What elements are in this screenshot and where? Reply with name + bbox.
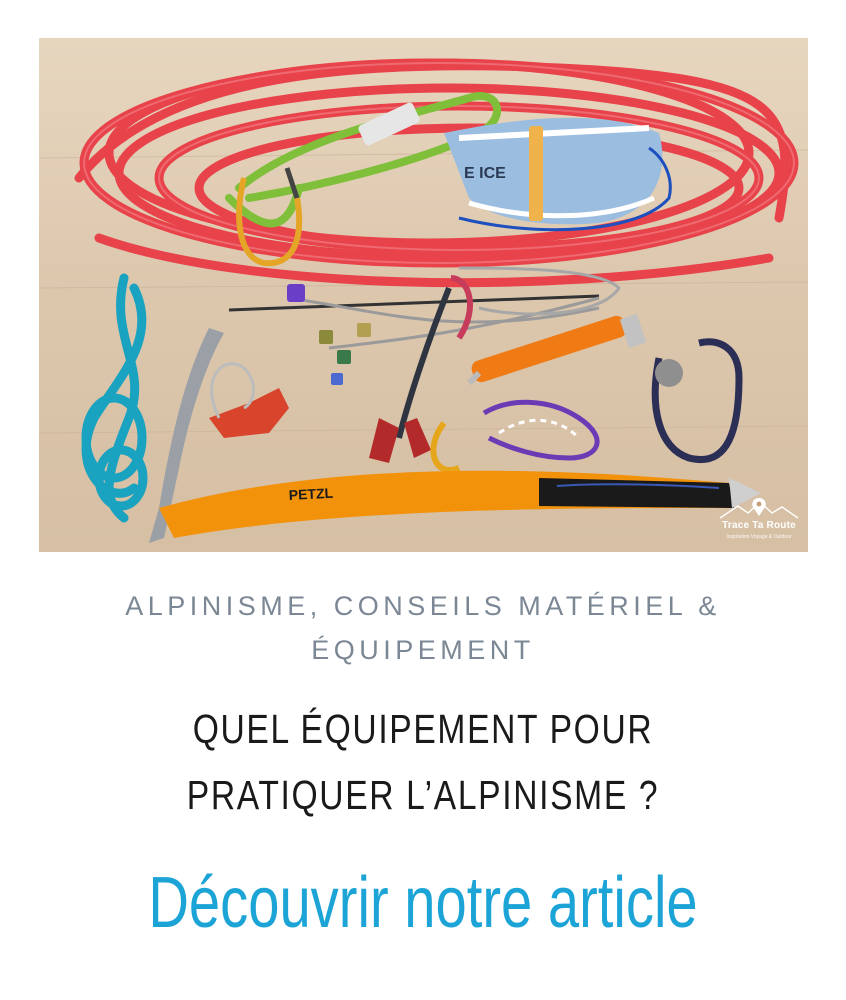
svg-text:PETZL: PETZL (288, 484, 334, 503)
svg-text:E ICE: E ICE (464, 165, 506, 182)
ice-sling (444, 118, 670, 230)
teal-rope (86, 278, 143, 518)
climbing-gear-illustration (39, 38, 808, 552)
camming-device (369, 278, 470, 463)
watermark-tagline: Inspiration Voyage & Outdoor (726, 534, 792, 540)
discover-article-link[interactable]: Découvrir notre article (148, 863, 698, 943)
location-pin-mountain-icon (716, 496, 802, 522)
watermark-logo (716, 496, 802, 546)
article-category: ALPINISME, CONSEILS MATÉRIEL & ÉQUIPEMENT (125, 591, 721, 665)
belay-carabiner (655, 342, 739, 460)
red-belay-device (209, 364, 289, 438)
article-headline: QUEL ÉQUIPEMENT POUR PRATIQUER L’ALPINISME ? (186, 706, 660, 818)
hero-photo (39, 38, 808, 552)
watermark-title: Trace Ta Route (722, 520, 796, 531)
purple-cord (433, 402, 597, 470)
